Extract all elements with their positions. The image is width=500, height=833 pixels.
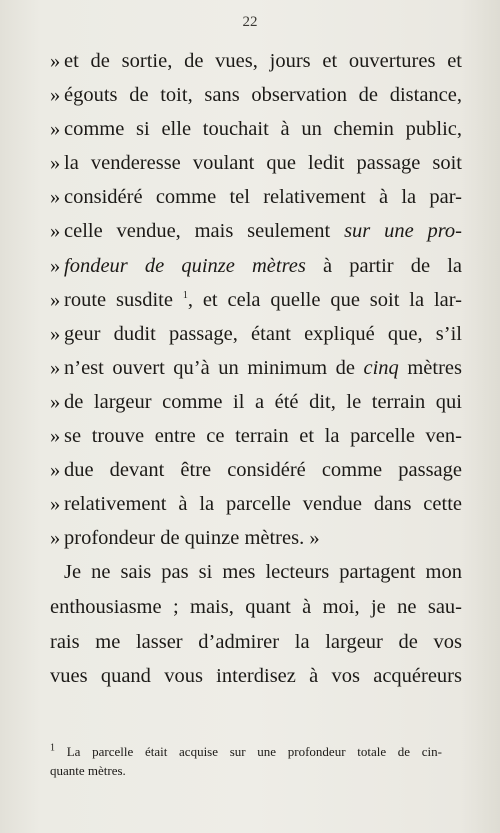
quote-line: [50, 521, 462, 555]
guillemet-mark: »: [50, 425, 61, 448]
footnote-line: quante mètres.: [50, 763, 126, 778]
quote-line-text-after: mètres: [407, 356, 462, 379]
quote-line: [50, 453, 462, 487]
quote-line: [50, 180, 462, 214]
quote-line: [50, 146, 462, 180]
guillemet-mark: »: [50, 356, 61, 379]
quote-line: [50, 317, 462, 351]
paragraph-line: enthousiasme ; mais, quant à moi, je ne sau-: [50, 596, 462, 618]
quote-line-text: route susdite: [64, 288, 173, 311]
quote-italic-text: sur une pro-: [344, 220, 463, 243]
quote-line-text: considéré comme tel relativement à la par-: [64, 186, 462, 209]
quote-line-text: profondeur de quinze mètres. »: [64, 527, 320, 550]
guillemet-mark: »: [50, 186, 61, 209]
footnote-text: La parcelle était acquise sur une profondeur totale de cin-: [66, 744, 442, 759]
quote-line: [50, 249, 462, 283]
quote-line: [50, 419, 462, 453]
guillemet-mark: »: [50, 288, 61, 311]
quote-line-text-after: , et cela quelle que soit la lar-: [187, 288, 462, 311]
body-text: [50, 44, 462, 694]
quote-line: [50, 487, 462, 521]
paragraph-line: Je ne sais pas si mes lecteurs partagent mon: [64, 561, 462, 584]
guillemet-mark: »: [50, 322, 61, 345]
quote-line: [50, 44, 462, 78]
quote-line: [50, 214, 462, 248]
footnote-marker: 1: [50, 742, 55, 754]
quote-line: [50, 351, 462, 385]
paragraph-line: rais me lasser d’admirer la largeur de vos: [50, 630, 462, 653]
quote-line-text: se trouve entre ce terrain et la parcelle ven-: [64, 425, 462, 448]
footnote: [50, 742, 442, 780]
quote-line-text: de largeur comme il a été dit, le terrain qui: [64, 390, 462, 413]
quote-line: [50, 112, 462, 146]
quote-line-text: geur dudit passage, étant expliqué que, s’il: [64, 322, 462, 345]
guillemet-mark: »: [50, 152, 61, 175]
guillemet-mark: »: [50, 493, 61, 516]
guillemet-mark: »: [50, 118, 61, 141]
quote-line-text: relativement à la parcelle vendue dans cette: [64, 493, 462, 516]
paragraph-line: vues quand vous interdisez à vos acquéreurs: [50, 665, 462, 688]
page-number: 22: [242, 14, 258, 30]
guillemet-mark: »: [50, 254, 61, 277]
guillemet-mark: »: [50, 527, 61, 550]
quote-line-text: à partir de la: [323, 254, 462, 277]
quote-line-text: la venderesse voulant que ledit passage soit: [64, 152, 462, 175]
footnote-separator: [50, 731, 90, 732]
footnote-reference[interactable]: 1: [182, 289, 188, 301]
quote-italic-text: fondeur de quinze mètres: [64, 254, 306, 277]
quote-line-text: comme si elle touchait à un chemin public,: [64, 118, 462, 141]
guillemet-mark: »: [50, 390, 61, 413]
guillemet-mark: »: [50, 459, 61, 482]
quote-line-text: et de sortie, de vues, jours et ouvertures et: [64, 50, 462, 72]
guillemet-mark: »: [50, 50, 61, 72]
quote-line: [50, 78, 462, 112]
quote-line-text: égouts de toit, sans observation de distance,: [64, 84, 462, 107]
quote-line: [50, 385, 462, 419]
quote-line-text: due devant être considéré comme passage: [64, 459, 462, 482]
quote-line: [50, 283, 462, 317]
quote-line-text: n’est ouvert qu’à un minimum de: [64, 356, 355, 379]
guillemet-mark: »: [50, 84, 61, 107]
quote-line-text: celle vendue, mais seulement: [64, 220, 331, 243]
footnote-line: [50, 742, 442, 761]
guillemet-mark: »: [50, 220, 61, 243]
quote-italic-text: cinq: [363, 356, 399, 379]
